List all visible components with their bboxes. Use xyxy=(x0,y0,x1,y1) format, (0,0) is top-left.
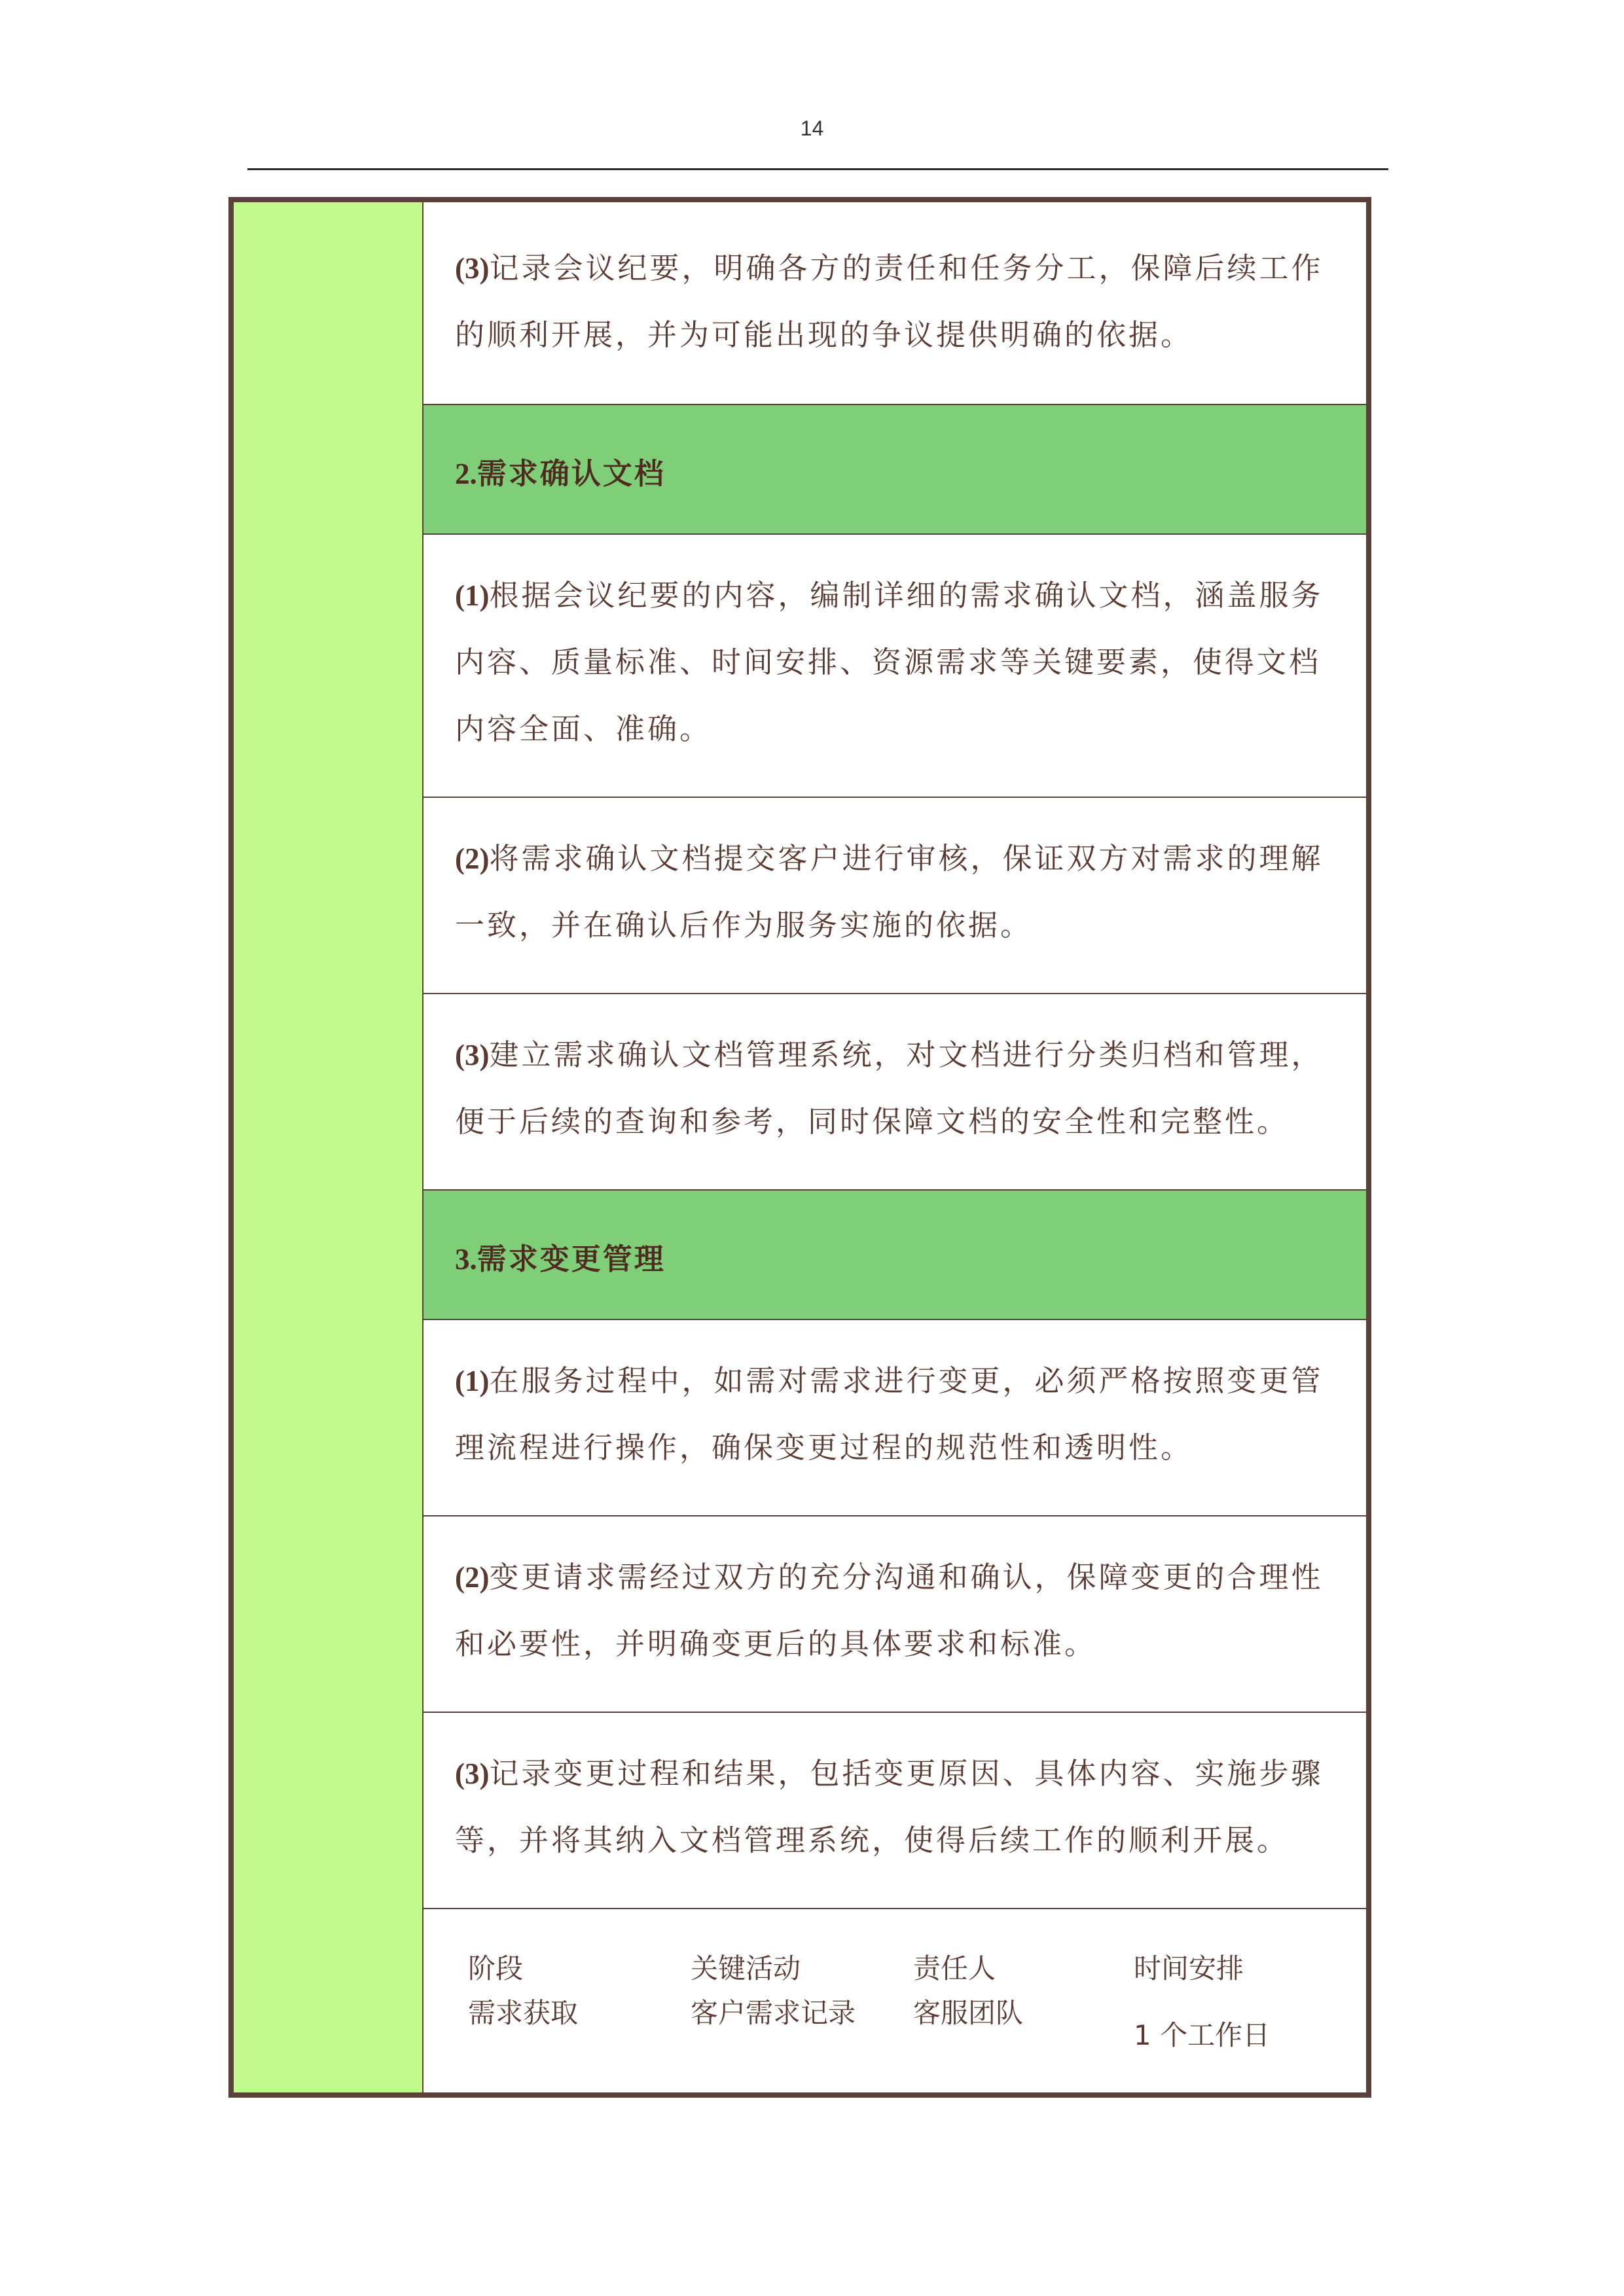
item-body: 记录变更过程和结果，包括变更原因、具体内容、实施步骤等，并将其纳入文档管理系统，使得后续工作的顺利开展。 xyxy=(455,1756,1324,1857)
table-header-activity: 关键活动 xyxy=(691,1952,801,1984)
item-text xyxy=(455,1544,1340,1677)
table-header-stage: 阶段 xyxy=(468,1952,524,1984)
section-number: 3. xyxy=(455,1243,477,1276)
item-row xyxy=(424,535,1366,798)
section-heading xyxy=(455,450,666,492)
item-number: (1) xyxy=(455,579,490,612)
table-cell-stage: 需求获取 xyxy=(468,1997,579,2029)
item-body: 建立需求确认文档管理系统，对文档进行分类归档和管理，便于后续的查询和参考，同时保障文档的安全性和完整性。 xyxy=(455,1037,1324,1139)
item-text xyxy=(455,1022,1340,1155)
item-text xyxy=(455,825,1340,959)
section-title: 需求确认文档 xyxy=(477,456,666,491)
item-row xyxy=(424,1320,1366,1516)
page-number: 14 xyxy=(800,117,824,140)
table-header-owner: 责任人 xyxy=(913,1952,996,1984)
item-text xyxy=(455,1740,1340,1874)
item-number: (3) xyxy=(455,1757,490,1790)
item-row xyxy=(424,202,1366,405)
side-strip xyxy=(234,202,424,2092)
item-number: (3) xyxy=(455,1039,490,1071)
schedule-table xyxy=(424,1909,1366,2092)
header-rule xyxy=(247,168,1388,170)
item-row xyxy=(424,994,1366,1191)
item-row xyxy=(424,1713,1366,1909)
item-body: 在服务过程中，如需对需求进行变更，必须严格按照变更管理流程进行操作，确保变更过程的规范性和透明性。 xyxy=(455,1363,1324,1465)
item-number: (2) xyxy=(455,1561,490,1594)
table-cell-activity: 客户需求记录 xyxy=(691,1997,856,2029)
table-cell-time: 1 个工作日 xyxy=(1134,2019,1271,2051)
item-number: (3) xyxy=(455,252,490,285)
item-text xyxy=(455,1348,1340,1481)
content-column xyxy=(424,202,1366,2092)
section-number: 2. xyxy=(455,457,477,490)
content-frame xyxy=(228,197,1371,2098)
item-number: (2) xyxy=(455,842,490,875)
item-row xyxy=(424,1516,1366,1713)
item-number: (1) xyxy=(455,1365,490,1397)
section-band xyxy=(424,1191,1366,1320)
table-cell-owner: 客服团队 xyxy=(913,1997,1024,2029)
section-heading xyxy=(455,1235,666,1278)
item-body: 记录会议纪要，明确各方的责任和任务分工，保障后续工作的顺利开展，并为可能出现的争议提供明确的依据。 xyxy=(455,251,1324,352)
item-row xyxy=(424,798,1366,994)
section-band xyxy=(424,405,1366,535)
table-header-time: 时间安排 xyxy=(1134,1952,1244,1984)
item-text xyxy=(455,562,1340,762)
item-body: 将需求确认文档提交客户进行审核，保证双方对需求的理解一致，并在确认后作为服务实施的依据。 xyxy=(455,841,1324,942)
item-body: 根据会议纪要的内容，编制详细的需求确认文档，涵盖服务内容、质量标准、时间安排、资源需求等关键要素，使得文档内容全面、准确。 xyxy=(455,578,1324,746)
item-body: 变更请求需经过双方的充分沟通和确认，保障变更的合理性和必要性，并明确变更后的具体要求和标准。 xyxy=(455,1560,1324,1661)
item-text xyxy=(455,235,1340,368)
section-title: 需求变更管理 xyxy=(477,1242,666,1276)
